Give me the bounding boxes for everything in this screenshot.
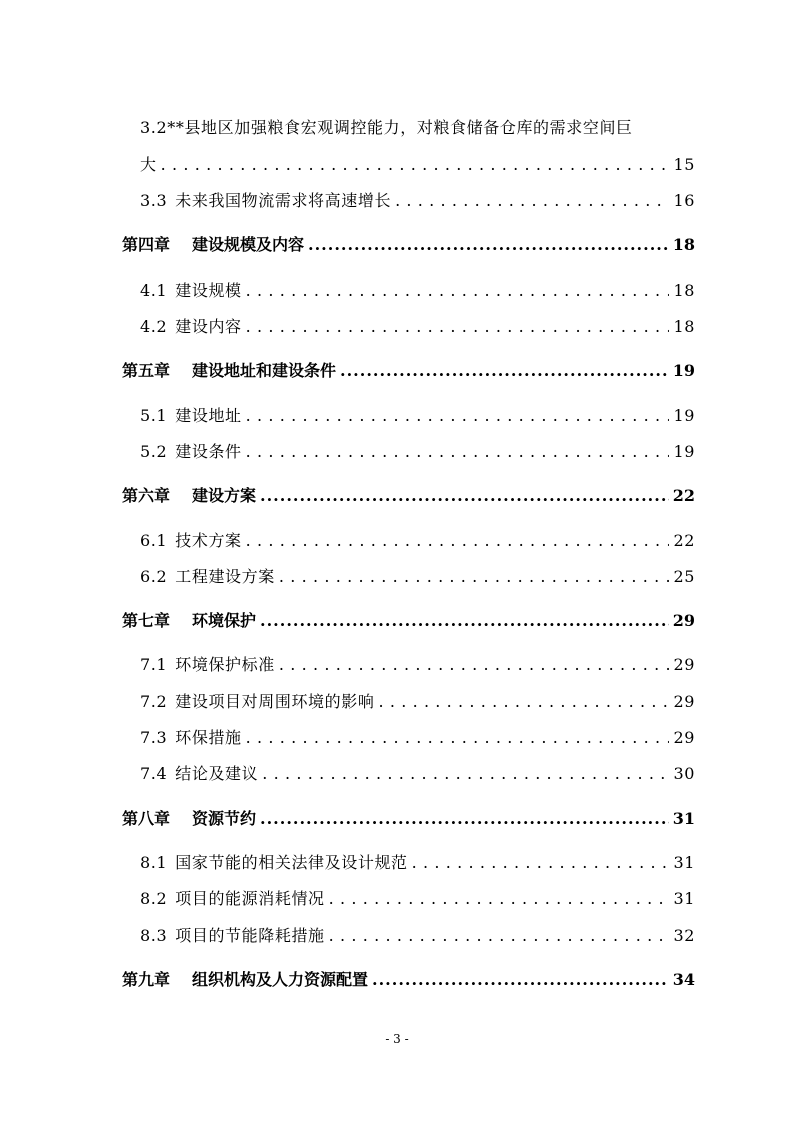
toc-entry-8-1[interactable] — [140, 850, 695, 873]
toc-chapter-number: 第九章 — [122, 970, 171, 989]
toc-entry-5-2[interactable] — [140, 439, 695, 462]
leader-dots — [260, 809, 669, 828]
toc-entry-3-3[interactable] — [140, 188, 695, 211]
toc-chapter-number: 第六章 — [122, 486, 171, 505]
leader-dots — [372, 970, 669, 989]
toc-chapter-number: 第七章 — [122, 611, 171, 630]
toc-chapter-title: 建设地址和建设条件 — [192, 361, 337, 380]
leader-dots — [279, 655, 669, 674]
toc-entry-number: 6.1 — [140, 531, 168, 550]
toc-page-number: 16 — [673, 191, 695, 210]
leader-dots — [246, 317, 669, 336]
toc-entry-number: 8.3 — [140, 926, 168, 945]
toc-entry-4-2[interactable] — [140, 314, 695, 337]
toc-chapter-6[interactable] — [122, 483, 695, 506]
toc-entry-number: 4.1 — [140, 281, 168, 300]
toc-entry-number: 5.2 — [140, 442, 168, 461]
toc-page-number: 22 — [673, 531, 695, 550]
toc-page-number: 29 — [673, 655, 695, 674]
toc-page-number: 19 — [673, 442, 695, 461]
toc-chapter-5[interactable] — [122, 358, 695, 381]
toc-chapter-number: 第四章 — [122, 235, 171, 254]
toc-chapter-8[interactable] — [122, 806, 695, 829]
toc-chapter-title: 资源节约 — [192, 809, 257, 828]
toc-entry-5-1[interactable] — [140, 403, 695, 426]
toc-entry-6-1[interactable] — [140, 528, 695, 551]
toc-page-number: 18 — [672, 235, 695, 254]
toc-entry-number: 3.3 — [140, 191, 168, 210]
toc-chapter-number: 第八章 — [122, 809, 171, 828]
toc-entry-3-2-first-line[interactable]: 3.2**县地区加强粮食宏观调控能力，对粮食储备仓库的需求空间巨 — [140, 118, 633, 137]
toc-entry-7-1[interactable] — [140, 652, 695, 675]
toc-page-number: 25 — [673, 567, 695, 586]
toc-entry-title: 结论及建议 — [175, 764, 259, 783]
toc-entry-number: 5.1 — [140, 406, 168, 425]
toc-chapter-title: 组织机构及人力资源配置 — [192, 970, 369, 989]
toc-entry-number: 6.2 — [140, 567, 168, 586]
toc-entry-title: 工程建设方案 — [175, 567, 275, 586]
leader-dots — [279, 567, 669, 586]
leader-dots — [378, 692, 669, 711]
toc-entry-number: 8.2 — [140, 889, 168, 908]
toc-entry-title: 建设项目对周围环境的影响 — [175, 692, 375, 711]
toc-page-number: 15 — [673, 155, 695, 174]
toc-entry-title: 环境保护标准 — [175, 655, 275, 674]
toc-entry-number: 8.1 — [140, 853, 168, 872]
leader-dots — [246, 442, 669, 461]
toc-page-number: 34 — [672, 970, 695, 989]
toc-page-number: 31 — [672, 809, 695, 828]
toc-chapter-7[interactable] — [122, 608, 695, 631]
toc-entry-number: 7.1 — [140, 655, 168, 674]
toc-entry-7-3[interactable] — [140, 725, 695, 748]
leader-dots — [246, 728, 669, 747]
toc-entry-title: 项目的节能降耗措施 — [175, 926, 325, 945]
leader-dots — [260, 611, 669, 630]
toc-page-number: 19 — [673, 406, 695, 425]
toc-entry-7-4[interactable] — [140, 761, 695, 784]
toc-chapter-4[interactable] — [122, 232, 695, 255]
toc-page-number: 18 — [673, 281, 695, 300]
leader-dots — [340, 361, 669, 380]
leader-dots — [246, 531, 669, 550]
toc-entry-title: 国家节能的相关法律及设计规范 — [175, 853, 408, 872]
toc-entry-title: 建设地址 — [175, 406, 242, 425]
page-footer-number: - 3 - — [385, 1032, 409, 1046]
toc-entry-number: 4.2 — [140, 317, 168, 336]
leader-dots — [412, 853, 669, 872]
leader-dots — [308, 235, 669, 254]
toc-entry-6-2[interactable] — [140, 564, 695, 587]
toc-entry-title: 项目的能源消耗情况 — [175, 889, 325, 908]
toc-entry-title: 大 — [140, 155, 157, 174]
toc-page-number: 31 — [673, 853, 695, 872]
toc-chapter-9[interactable] — [122, 967, 695, 990]
toc-entry-4-1[interactable] — [140, 278, 695, 301]
leader-dots — [329, 889, 669, 908]
toc-chapter-title: 建设方案 — [192, 486, 257, 505]
toc-entry-3-2[interactable] — [140, 152, 695, 175]
toc-entry-number: 7.2 — [140, 692, 168, 711]
leader-dots — [260, 486, 669, 505]
leader-dots — [262, 764, 669, 783]
toc-entry-title: 建设内容 — [175, 317, 242, 336]
toc-entry-8-3[interactable] — [140, 923, 695, 946]
toc-entry-7-2[interactable] — [140, 689, 695, 712]
leader-dots — [246, 406, 669, 425]
toc-chapter-number: 第五章 — [122, 361, 171, 380]
toc-entry-title: 环保措施 — [175, 728, 242, 747]
toc-page-number: 22 — [672, 486, 695, 505]
toc-entry-number: 7.3 — [140, 728, 168, 747]
toc-page-number: 31 — [673, 889, 695, 908]
leader-dots — [161, 155, 669, 174]
toc-chapter-title: 建设规模及内容 — [192, 235, 305, 254]
toc-page-number: 19 — [672, 361, 695, 380]
toc-page-number: 30 — [673, 764, 695, 783]
toc-entry-title: 未来我国物流需求将高速增长 — [175, 191, 392, 210]
toc-page-number: 18 — [673, 317, 695, 336]
leader-dots — [395, 191, 669, 210]
toc-page-number: 32 — [673, 926, 695, 945]
toc-chapter-title: 环境保护 — [192, 611, 257, 630]
leader-dots — [329, 926, 669, 945]
toc-entry-title: 建设规模 — [175, 281, 242, 300]
toc-page-number: 29 — [673, 728, 695, 747]
toc-entry-number: 7.4 — [140, 764, 168, 783]
toc-page-number: 29 — [673, 692, 695, 711]
toc-entry-title: 建设条件 — [175, 442, 242, 461]
toc-entry-title: 技术方案 — [175, 531, 242, 550]
leader-dots — [246, 281, 669, 300]
toc-page-number: 29 — [672, 611, 695, 630]
toc-entry-8-2[interactable] — [140, 886, 695, 909]
